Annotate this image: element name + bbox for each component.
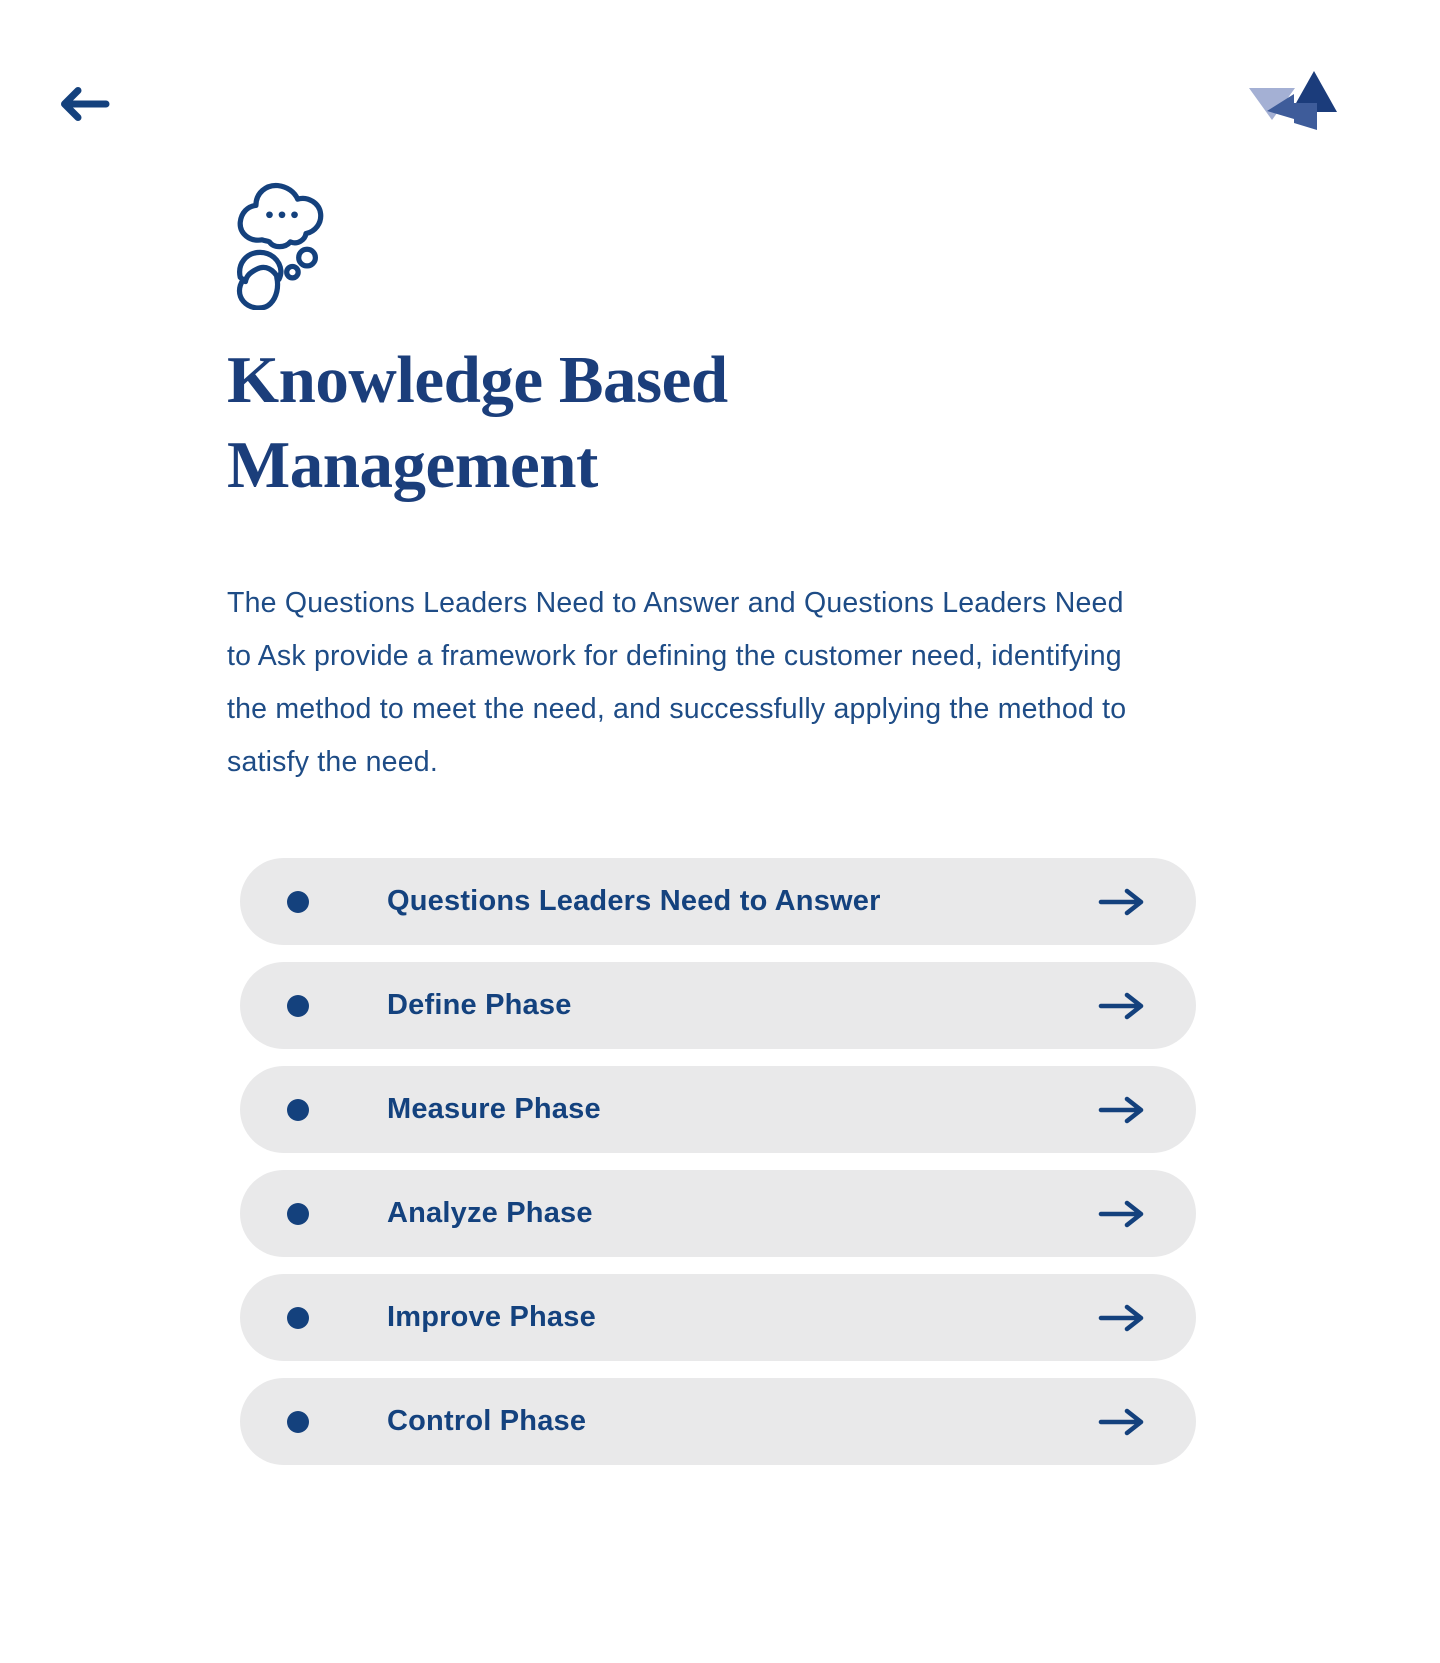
menu-item-label: Measure Phase [387, 1093, 601, 1125]
company-logo [1246, 66, 1342, 136]
menu-item-label: Analyze Phase [387, 1197, 593, 1229]
bullet-icon [287, 1203, 309, 1225]
menu-item-control-phase[interactable] [240, 1378, 1196, 1465]
thinking-person-icon [234, 178, 330, 310]
back-arrow-icon [58, 86, 110, 125]
arrow-right-icon [1098, 1095, 1146, 1125]
menu-item-define-phase[interactable] [240, 962, 1196, 1049]
menu-list [240, 858, 1196, 1482]
back-button[interactable] [56, 84, 112, 126]
menu-item-label: Improve Phase [387, 1301, 596, 1333]
menu-item-label: Control Phase [387, 1405, 587, 1437]
arrow-right-icon [1098, 1303, 1146, 1333]
triangles-logo-icon [1246, 123, 1342, 140]
menu-item-improve-phase[interactable] [240, 1274, 1196, 1361]
bullet-icon [287, 891, 309, 913]
bullet-icon [287, 1307, 309, 1329]
page-description: The Questions Leaders Need to Answer and Questions Leaders Need to Ask provide a framework for defining the customer need, identifying the method to meet the need, and successfully applying the method to satisfy the need. [227, 587, 1127, 778]
menu-item-label: Questions Leaders Need to Answer [387, 885, 881, 917]
arrow-right-icon [1098, 1199, 1146, 1229]
bullet-icon [287, 1099, 309, 1121]
menu-item-analyze-phase[interactable] [240, 1170, 1196, 1257]
page-title: Knowledge Based Management [227, 343, 728, 502]
menu-item-questions-leaders-need-to-answer[interactable] [240, 858, 1196, 945]
bullet-icon [287, 995, 309, 1017]
arrow-right-icon [1098, 991, 1146, 1021]
menu-item-label: Define Phase [387, 989, 572, 1021]
arrow-right-icon [1098, 1407, 1146, 1437]
bullet-icon [287, 1411, 309, 1433]
arrow-right-icon [1098, 887, 1146, 917]
menu-item-measure-phase[interactable] [240, 1066, 1196, 1153]
